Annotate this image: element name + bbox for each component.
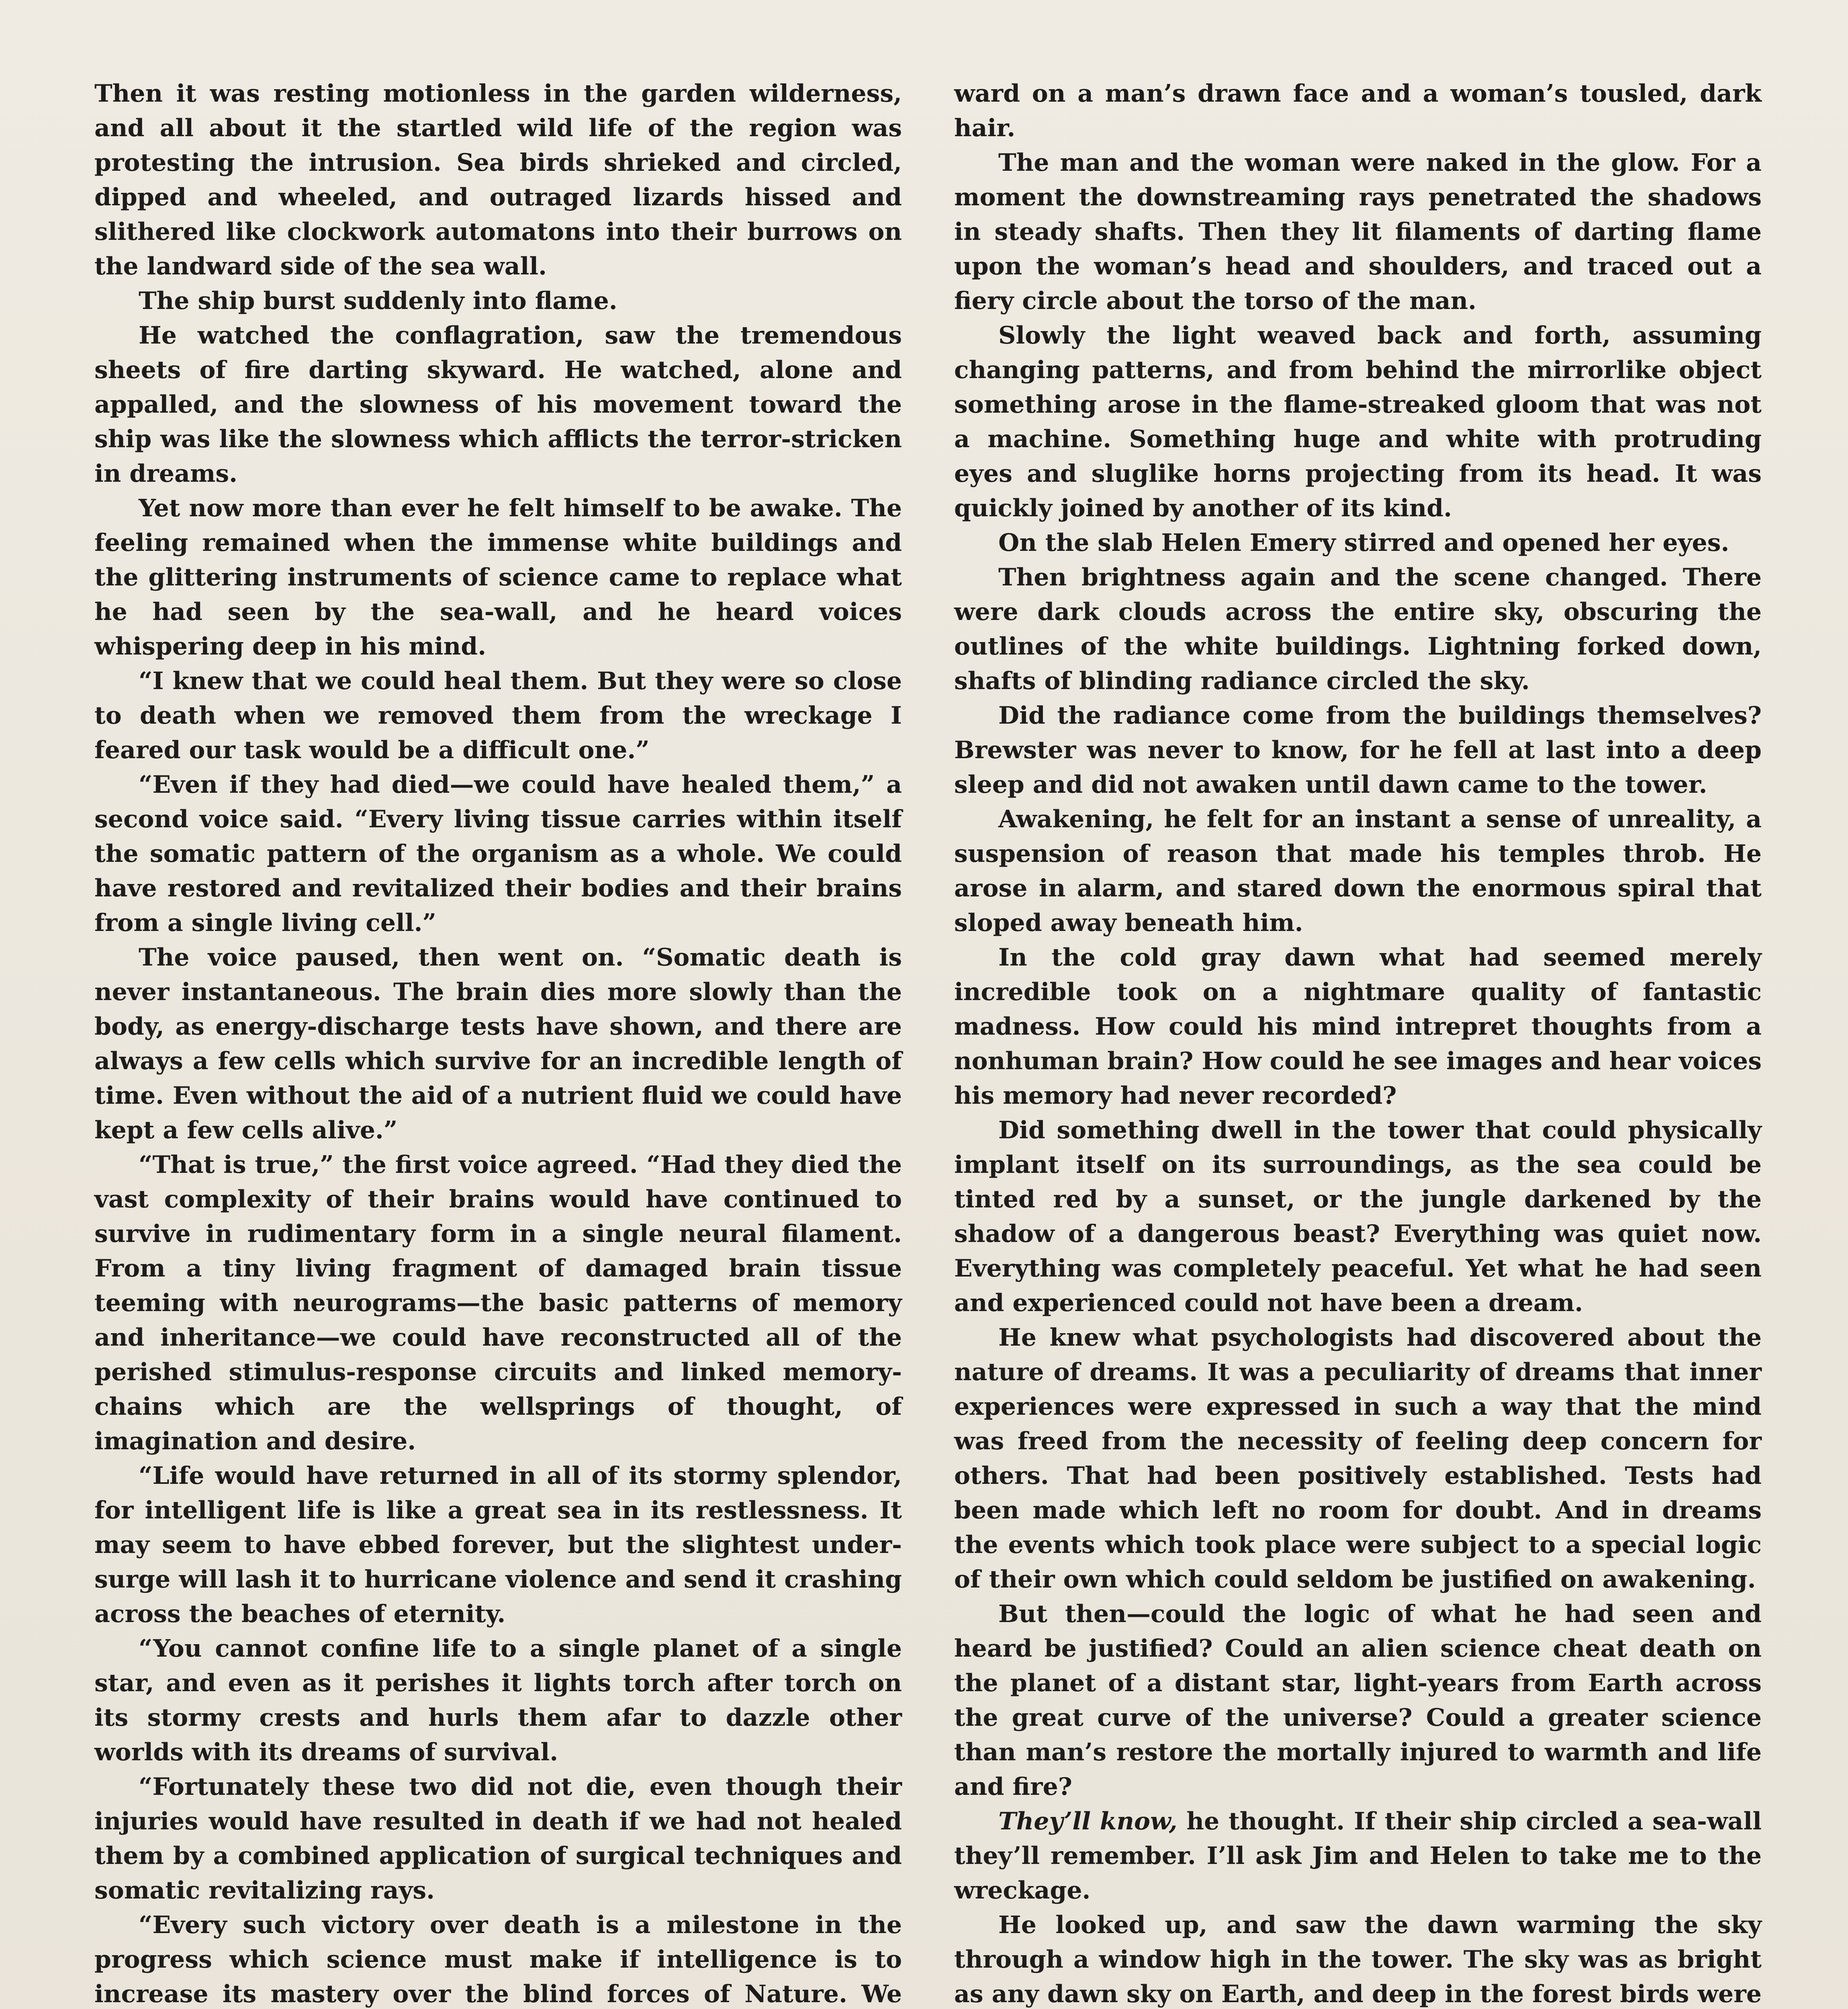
paragraph: Did something dwell in the tower that could physically implant itself on its surroundings, as the sea could be tinted red by a sunset, or the jungle darkened by the shadow of a dangerous beast? Everything was quiet now. Everything was completely peaceful. Yet what he had seen and experienced could not have been a dream. — [954, 1116, 1762, 1317]
paragraph-continuation: ward on a man’s drawn face and a woman’s tousled, dark hair. — [954, 80, 1762, 142]
thought-rest: he thought. If their ship circled a sea-wall they’ll remember. I’ll ask Jim and Helen to take me to the wreckage. — [954, 1807, 1762, 1905]
right-text-column — [954, 76, 1762, 2009]
paragraph: “Every such victory over death is a milestone in the progress which science must make if intelligence is to increase its mastery over the blind forces of Nature. We — [94, 1911, 902, 2008]
paragraph: Then it was resting motionless in the garden wilderness, and all about it the startled wild life of the region was protesting the intrusion. Sea birds shrieked and circled, dipped and wheeled, and outraged lizards hissed and slithered like clockwork automatons into their burrows on the landward side of the sea wall. — [94, 80, 902, 280]
paragraph: The man and the woman were naked in the glow. For a moment the downstreaming rays penetrated the shadows in steady shafts. Then they lit filaments of darting flame upon the woman’s head and shoulders, and traced out a fiery circle about the torso of the man. — [954, 149, 1762, 315]
paragraph: He knew what psychologists had discovered about the nature of dreams. It was a peculiarity of dreams that inner experiences were expressed in such a way that the mind was freed from the necessity of feeling deep concern for others. That had been positively established. Tests had been made which left no room for doubt. And in dreams the events which took place were subject to a special logic of their own which could seldom be justified on awakening. — [954, 1324, 1762, 1594]
paragraph: He watched the conflagration, saw the tremendous sheets of fire darting skyward. He watched, alone and appalled, and the slowness of his movement toward the ship was like the slowness which afflicts the terror-stricken in dreams. — [94, 321, 902, 488]
paragraph: Slowly the light weaved back and forth, assuming changing patterns, and from behind the mirrorlike object something arose in the flame-streaked gloom that was not a machine. Something huge and white with protruding eyes and sluglike horns projecting from its head. It was quickly joined by another of its kind. — [954, 321, 1762, 522]
paragraph: In the cold gray dawn what had seemed merely incredible took on a nightmare quality of fantastic madness. How could his mind intrepret thoughts from a nonhuman brain? How could he see images and hear voices his memory had never recorded? — [954, 943, 1762, 1110]
italic-thought: They’ll know, — [998, 1807, 1177, 1835]
paragraph: “Life would have returned in all of its stormy splendor, for intelligent life is like a great sea in its restlessness. It may seem to have ebbed forever, but the slightest under-surge will lash it to hurricane violence and send it crashing across the beaches of eternity. — [94, 1462, 902, 1628]
paragraph: “I knew that we could heal them. But they were so close to death when we removed them from the wreckage I feared our task would be a difficult one.” — [94, 667, 902, 764]
paragraph: Did the radiance come from the buildings themselves? Brewster was never to know, for he fell at last into a deep sleep and did not awaken until dawn came to the tower. — [954, 702, 1762, 799]
paragraph: “You cannot confine life to a single planet of a single star, and even as it perishes it lights torch after torch on its stormy crests and hurls them afar to dazzle other worlds with its dreams of survival. — [94, 1635, 902, 1766]
paragraph: “Fortunately these two did not die, even though their injuries would have resulted in death if we had not healed them by a combined application of surgical techniques and somatic revitalizing rays. — [94, 1773, 902, 1905]
paragraph: Awakening, he felt for an instant a sense of unreality, a suspension of reason that made his temples throb. He arose in alarm, and stared down the enormous spiral that sloped away beneath him. — [954, 805, 1762, 937]
paragraph: On the slab Helen Emery stirred and opened her eyes. — [998, 529, 1729, 557]
paragraph: The voice paused, then went on. “Somatic death is never instantaneous. The brain dies more slowly than the body, as energy-discharge tests have shown, and there are always a few cells which survive for an incredible length of time. Even without the aid of a nutrient fluid we could have kept a few cells alive.” — [94, 943, 902, 1144]
paragraph: Then brightness again and the scene changed. There were dark clouds across the entire sky, obscuring the outlines of the white buildings. Lightning forked down, shafts of blinding radiance circled the sky. — [954, 563, 1762, 695]
paragraph: “That is true,” the first voice agreed. “Had they died the vast complexity of their brains would have continued to survive in rudimentary form in a single neural filament. From a tiny living fragment of damaged brain tissue teeming with neurograms—the basic patterns of memory and inheritance—we could have reconstructed all of the perished stimulus-response circuits and linked memory-chains which are the wellsprings of thought, of imagination and desire. — [94, 1151, 902, 1455]
paragraph: Yet now more than ever he felt himself to be awake. The feeling remained when the immense white buildings and the glittering instruments of science came to replace what he had seen by the sea-wall, and he heard voices whispering deep in his mind. — [94, 494, 902, 661]
paragraph: The ship burst suddenly into flame. — [139, 287, 617, 315]
left-text-column — [94, 76, 902, 2009]
paragraph: But then—could the logic of what he had seen and heard be justified? Could an alien science cheat death on the planet of a distant star, light-years from Earth across the great curve of the universe? Could a greater science than man’s restore the mortally injured to warmth and life and fire? — [954, 1600, 1762, 1801]
paragraph: “Even if they had died—we could have healed them,” a second voice said. “Every living tissue carries within itself the somatic pattern of the organism as a whole. We could have restored and revitalized their bodies and their brains from a single living cell.” — [94, 771, 902, 937]
paragraph-thought — [954, 1804, 1762, 1908]
paragraph: He looked up, and saw the dawn warming the sky through a window high in the tower. The sky was as bright as any dawn sky on Earth, and deep in the forest birds were — [954, 1911, 1762, 2008]
